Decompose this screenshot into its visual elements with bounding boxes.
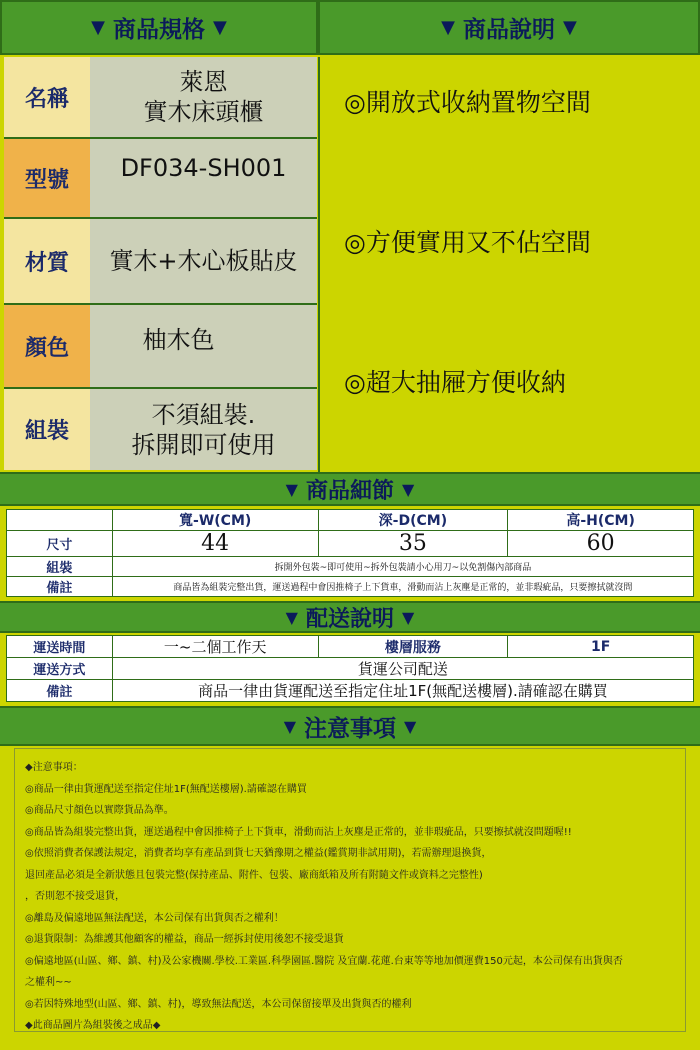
details-header-row xyxy=(7,510,694,531)
row-header: 備註 xyxy=(7,680,113,702)
notes-line: 退回產品必須是全新狀態且包裝完整(保持產品、附件、包裝、廠商紙箱及所有附隨文件或資料之完整性) xyxy=(25,869,483,881)
details-title: 商品細節 xyxy=(305,478,394,504)
notes-line: ◎若因特殊地型(山區、鄉、鎮、村)，導致無法配送，本公司保留接單及出貨與否的權利 xyxy=(25,998,412,1010)
floor-service-label: 樓層服務 xyxy=(318,636,508,658)
spec-value xyxy=(90,139,317,217)
down-triangle-icon: ▼ xyxy=(285,607,298,627)
notes-line: ◆注意事項： xyxy=(25,762,83,773)
floor-service-value: 1F xyxy=(508,636,694,658)
description-item: ◎方便實用又不佔空間 xyxy=(344,228,591,257)
column-header: 寬-W(CM) xyxy=(112,510,318,531)
assembly-text: 拆開外包裝~即可使用~拆外包裝請小心用刀~以免割傷內部商品 xyxy=(112,557,693,577)
row-header: 備註 xyxy=(7,577,113,597)
spec-label: 組裝 xyxy=(4,389,90,470)
shipping-title: 配送說明 xyxy=(305,606,394,632)
spec-value-line: 柚木色 xyxy=(142,326,215,354)
shipping-remark-row xyxy=(7,680,694,702)
size-row xyxy=(7,531,694,557)
shipping-time-row xyxy=(7,636,694,658)
shipping-header xyxy=(0,601,700,633)
notes-line: ◎依照消費者保護法規定，消費者均享有產品到貨七天猶豫期之權益(鑑賞期非試用期)，若需辦理退換貨， xyxy=(25,848,492,859)
spec-value-line: 實木+木心板貼皮 xyxy=(109,247,298,275)
spec-value-line: 不須組裝. xyxy=(151,400,256,429)
spec-row-model xyxy=(4,139,317,219)
notes-line: ◎商品一律由貨運配送至指定住址1F(無配送樓層).請確認在購買 xyxy=(25,783,307,795)
shipping-method-row xyxy=(7,658,694,680)
notes-line: ，否則恕不接受退貨， xyxy=(25,891,125,902)
notes-line: ◎商品尺寸顏色以實際貨品為準。 xyxy=(25,805,174,816)
shipping-table xyxy=(6,635,694,702)
shipping-time-value: 一~二個工作天 xyxy=(112,636,318,658)
spec-label: 名稱 xyxy=(4,57,90,137)
notes-line: ◎退貨限制：為維護其他顧客的權益，商品一經拆封使用後恕不接受退貨 xyxy=(25,934,344,945)
width-value: 44 xyxy=(112,531,318,557)
spec-label: 材質 xyxy=(4,219,90,303)
spec-row-assembly xyxy=(4,389,317,470)
height-value: 60 xyxy=(508,531,694,557)
spec-value-line: 拆開即可使用 xyxy=(131,430,276,459)
row-header: 運送時間 xyxy=(7,636,113,658)
empty-cell xyxy=(7,510,113,531)
down-triangle-icon: ▼ xyxy=(285,479,298,499)
shipping-method-value: 貨運公司配送 xyxy=(112,658,693,680)
description-panel xyxy=(318,57,700,472)
description-item: ◎開放式收納置物空間 xyxy=(344,88,591,117)
notes-line: ◆此商品圖片為組裝後之成品◆ xyxy=(25,1020,161,1031)
desc-title: 商品說明 xyxy=(463,17,555,43)
notes-title: 注意事項 xyxy=(304,715,396,742)
row-header: 運送方式 xyxy=(7,658,113,680)
spec-value xyxy=(90,57,317,137)
notes-box xyxy=(14,748,686,1032)
notes-header xyxy=(0,706,700,746)
notes-line: 之權利~~ xyxy=(25,977,72,988)
notes-line: ◎偏遠地區(山區、鄉、鎮、村)及公家機關.學校.工業區.科學園區.醫院 及宜蘭.花蓮.台東等等地加價運費150元起，本公司保有出貨與否 xyxy=(25,955,623,967)
spec-row-name xyxy=(4,57,317,139)
down-triangle-icon: ▼ xyxy=(441,17,455,38)
spec-value-line: 萊恩 xyxy=(179,68,228,96)
spec-table xyxy=(4,57,317,472)
spec-label: 顏色 xyxy=(4,305,90,387)
notes-line: ◎商品皆為組裝完整出貨，運送過程中會因推椅子上下貨車，滑動而沾上灰塵是正常的，並非瑕疵品，只要擦拭就沒問題喔!! xyxy=(25,826,572,838)
spec-label: 型號 xyxy=(4,139,90,217)
remark-row xyxy=(7,577,694,597)
top-header xyxy=(0,0,700,55)
shipping-remark-value: 商品一律由貨運配送至指定住址1F(無配送樓層).請確認在購買 xyxy=(112,680,693,702)
desc-header xyxy=(318,0,700,55)
depth-value: 35 xyxy=(318,531,508,557)
spec-value xyxy=(90,219,317,303)
down-triangle-icon: ▼ xyxy=(402,479,415,499)
notes-line: ◎離島及偏遠地區無法配送，本公司保有出貨與否之權利！ xyxy=(25,912,284,924)
spec-header xyxy=(0,0,318,55)
spec-value xyxy=(90,389,317,470)
assembly-row xyxy=(7,557,694,577)
details-header xyxy=(0,472,700,506)
down-triangle-icon: ▼ xyxy=(404,716,417,736)
remark-text: 商品皆為組裝完整出貨，運送過程中會因推椅子上下貨車，滑動而沾上灰塵是正常的，並非瑕疵品，只要擦拭就沒問 xyxy=(112,577,693,597)
spec-value-line: DF034-SH001 xyxy=(120,154,287,182)
spec-value xyxy=(90,305,317,387)
spec-value-line: 實木床頭櫃 xyxy=(143,98,264,126)
details-table xyxy=(6,509,694,597)
description-item: ◎超大抽屜方便收納 xyxy=(344,368,566,397)
down-triangle-icon: ▼ xyxy=(283,716,296,736)
column-header: 深-D(CM) xyxy=(318,510,508,531)
row-header: 組裝 xyxy=(7,557,113,577)
column-header: 高-H(CM) xyxy=(508,510,694,531)
spec-title: 商品規格 xyxy=(113,17,205,43)
down-triangle-icon: ▼ xyxy=(91,17,105,38)
row-header: 尺寸 xyxy=(7,531,113,557)
down-triangle-icon: ▼ xyxy=(213,17,227,38)
down-triangle-icon: ▼ xyxy=(563,17,577,38)
spec-row-color xyxy=(4,305,317,389)
down-triangle-icon: ▼ xyxy=(402,607,415,627)
spec-row-material xyxy=(4,219,317,305)
